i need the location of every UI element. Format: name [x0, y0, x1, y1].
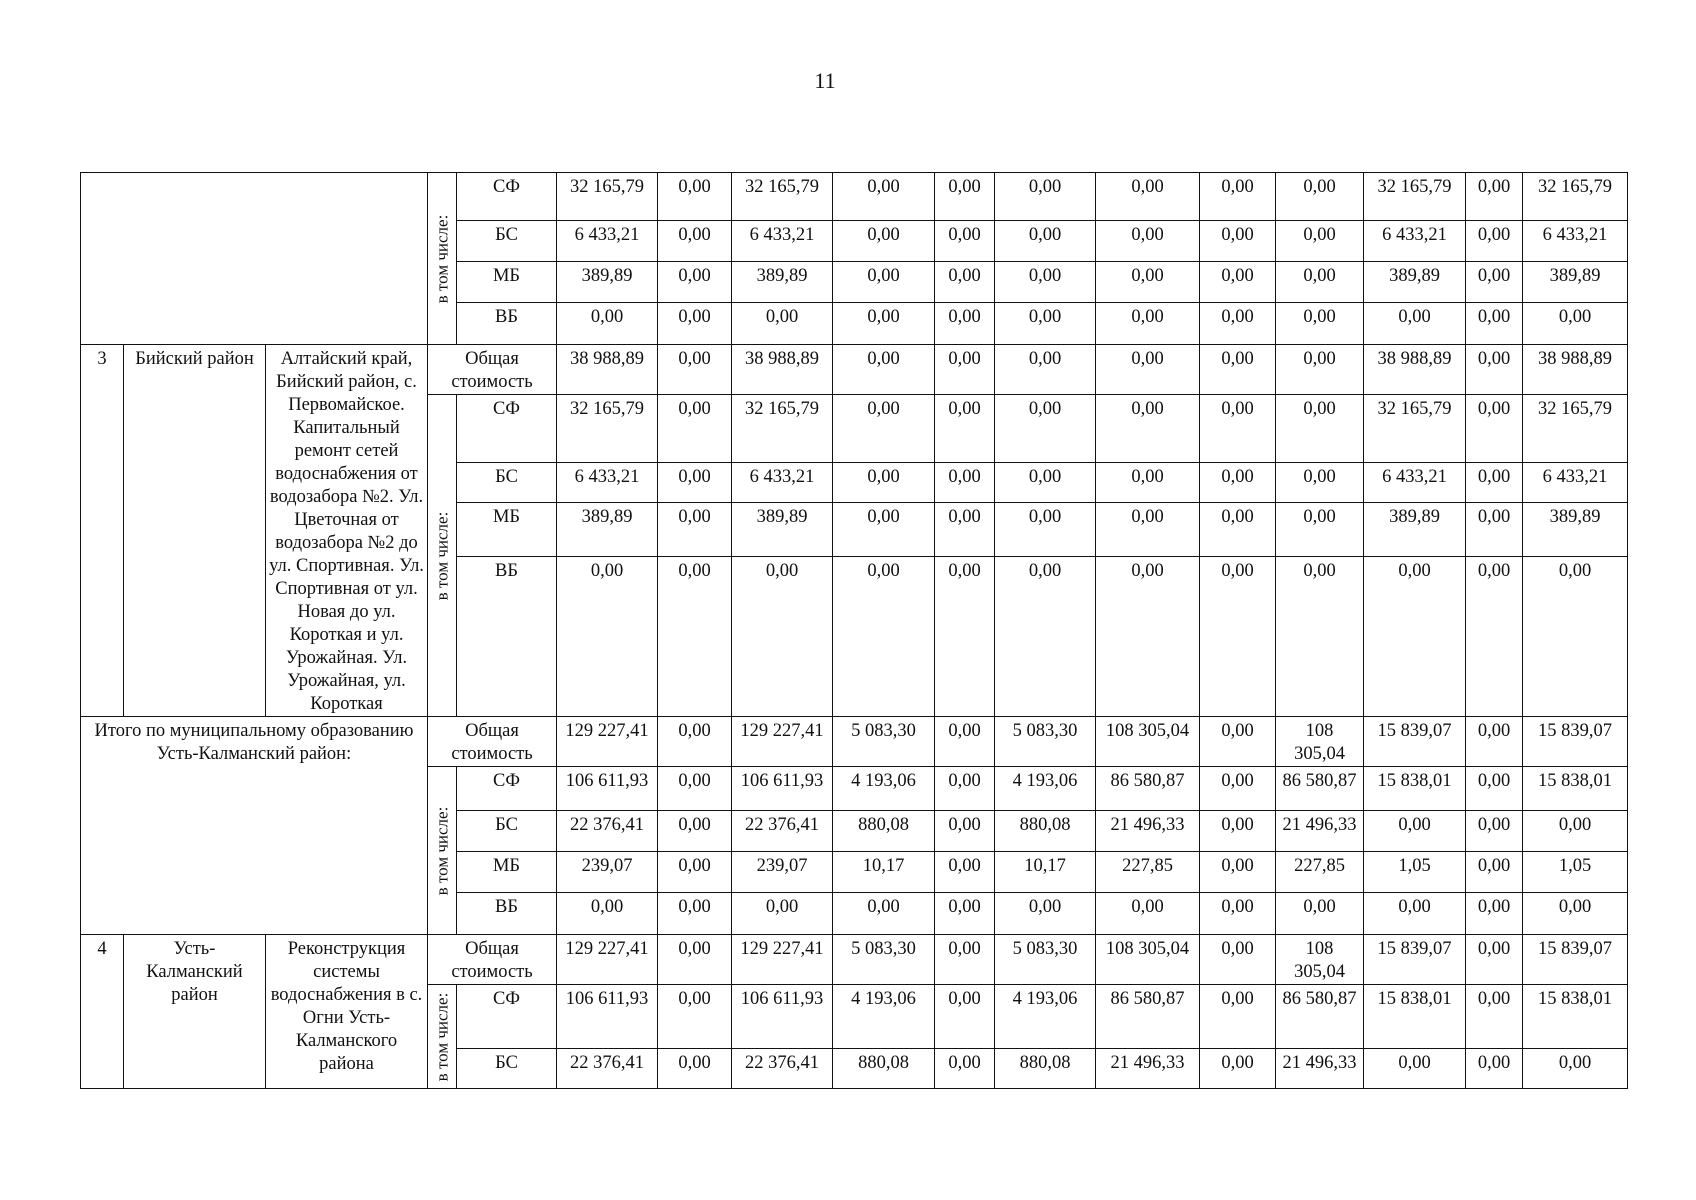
value-cell: 15 838,01	[1523, 767, 1628, 811]
total-cost-label: Общая стоимость	[428, 717, 557, 767]
value-cell: 227,85	[1276, 852, 1364, 893]
value-cell: 0,00	[995, 303, 1096, 345]
value-cell: 1,05	[1364, 852, 1466, 893]
value-cell: 22 376,41	[732, 811, 833, 852]
value-cell: 0,00	[833, 557, 935, 717]
value-cell: 0,00	[1276, 345, 1364, 395]
value-cell: 389,89	[1364, 503, 1466, 557]
value-cell: 108 305,04	[1096, 717, 1200, 767]
incl-vertical-label	[428, 173, 457, 345]
value-cell: 21 496,33	[1276, 1049, 1364, 1089]
value-cell: 0,00	[1200, 557, 1276, 717]
value-cell: 129 227,41	[557, 717, 658, 767]
value-cell: 0,00	[833, 503, 935, 557]
value-cell: 22 376,41	[557, 1049, 658, 1089]
value-cell: 4 193,06	[995, 767, 1096, 811]
source-label: МБ	[457, 852, 557, 893]
value-cell: 0,00	[1200, 985, 1276, 1049]
value-cell: 0,00	[1276, 221, 1364, 262]
value-cell: 0,00	[1466, 262, 1523, 303]
value-cell: 0,00	[935, 395, 995, 463]
value-cell: 0,00	[1096, 463, 1200, 503]
value-cell: 0,00	[1466, 221, 1523, 262]
value-cell: 389,89	[1364, 262, 1466, 303]
value-cell: 15 839,07	[1364, 717, 1466, 767]
value-cell: 0,00	[1096, 262, 1200, 303]
value-cell: 0,00	[1523, 1049, 1628, 1089]
value-cell: 0,00	[1276, 395, 1364, 463]
value-cell: 0,00	[935, 852, 995, 893]
table-body	[81, 173, 1628, 1089]
value-cell: 21 496,33	[1276, 811, 1364, 852]
item3-total-row	[81, 345, 1628, 395]
value-cell: 0,00	[1466, 985, 1523, 1049]
value-cell: 32 165,79	[1523, 173, 1628, 221]
value-cell: 880,08	[833, 811, 935, 852]
value-cell: 0,00	[995, 503, 1096, 557]
item-number: 4	[81, 935, 124, 1089]
incl-label-text: в том числе:	[432, 214, 452, 303]
incl-vertical-label	[428, 767, 457, 935]
value-cell: 4 193,06	[995, 985, 1096, 1049]
value-cell: 0,00	[1276, 463, 1364, 503]
value-cell: 0,00	[833, 262, 935, 303]
value-cell: 106 611,93	[732, 767, 833, 811]
value-cell: 0,00	[658, 811, 732, 852]
value-cell: 0,00	[1523, 811, 1628, 852]
value-cell: 0,00	[1200, 767, 1276, 811]
value-cell: 0,00	[1364, 1049, 1466, 1089]
value-cell: 0,00	[1200, 503, 1276, 557]
value-cell: 4 193,06	[833, 985, 935, 1049]
value-cell: 0,00	[995, 345, 1096, 395]
source-label: БС	[457, 463, 557, 503]
value-cell: 0,00	[1466, 935, 1523, 985]
value-cell: 0,00	[1276, 303, 1364, 345]
value-cell: 38 988,89	[557, 345, 658, 395]
district-name: Усть-Калманский район	[124, 935, 266, 1089]
value-cell: 0,00	[1096, 221, 1200, 262]
value-cell: 32 165,79	[732, 173, 833, 221]
continuation-row-sf	[81, 173, 1628, 221]
value-cell: 0,00	[1096, 557, 1200, 717]
value-cell: 0,00	[658, 173, 732, 221]
value-cell: 0,00	[935, 767, 995, 811]
value-cell: 0,00	[658, 395, 732, 463]
value-cell: 0,00	[1466, 1049, 1523, 1089]
value-cell: 0,00	[1200, 173, 1276, 221]
value-cell: 0,00	[995, 395, 1096, 463]
value-cell: 106 611,93	[732, 985, 833, 1049]
value-cell: 0,00	[1200, 811, 1276, 852]
value-cell: 129 227,41	[557, 935, 658, 985]
value-cell: 389,89	[1523, 503, 1628, 557]
value-cell: 0,00	[1200, 345, 1276, 395]
value-cell: 15 839,07	[1523, 717, 1628, 767]
value-cell: 6 433,21	[732, 221, 833, 262]
item4-total-row	[81, 935, 1628, 985]
subtotal-label: Итого по муниципальному образованию Усть-Калманский район:	[81, 717, 428, 935]
value-cell: 0,00	[1364, 557, 1466, 717]
district-name: Бийский район	[124, 345, 266, 717]
value-cell: 0,00	[1200, 395, 1276, 463]
source-label: СФ	[457, 767, 557, 811]
value-cell: 0,00	[935, 463, 995, 503]
value-cell: 0,00	[1364, 893, 1466, 935]
page-number: 11	[814, 68, 836, 93]
value-cell: 0,00	[833, 173, 935, 221]
value-cell: 0,00	[1096, 893, 1200, 935]
value-cell: 0,00	[1466, 395, 1523, 463]
value-cell: 106 611,93	[557, 985, 658, 1049]
value-cell: 239,07	[557, 852, 658, 893]
value-cell: 239,07	[732, 852, 833, 893]
value-cell: 0,00	[935, 345, 995, 395]
value-cell: 389,89	[557, 262, 658, 303]
value-cell: 10,17	[833, 852, 935, 893]
value-cell: 0,00	[1466, 173, 1523, 221]
value-cell: 0,00	[995, 173, 1096, 221]
value-cell: 0,00	[1096, 503, 1200, 557]
value-cell: 0,00	[1364, 811, 1466, 852]
value-cell: 0,00	[935, 893, 995, 935]
value-cell: 0,00	[1276, 557, 1364, 717]
value-cell: 5 083,30	[995, 935, 1096, 985]
value-cell: 0,00	[1096, 173, 1200, 221]
incl-label-text: в том числе:	[432, 511, 452, 600]
total-cost-label: Общая стоимость	[428, 345, 557, 395]
value-cell: 6 433,21	[732, 463, 833, 503]
value-cell: 32 165,79	[732, 395, 833, 463]
value-cell: 0,00	[833, 345, 935, 395]
value-cell: 0,00	[1466, 893, 1523, 935]
value-cell: 108 305,04	[1096, 935, 1200, 985]
value-cell: 0,00	[1200, 1049, 1276, 1089]
incl-label-text: в том числе:	[432, 806, 452, 895]
value-cell: 0,00	[935, 985, 995, 1049]
value-cell: 0,00	[833, 395, 935, 463]
value-cell: 0,00	[1364, 303, 1466, 345]
value-cell: 0,00	[658, 262, 732, 303]
value-cell: 0,00	[1466, 767, 1523, 811]
value-cell: 86 580,87	[1096, 767, 1200, 811]
value-cell: 10,17	[995, 852, 1096, 893]
source-label: ВБ	[457, 557, 557, 717]
value-cell: 0,00	[1096, 303, 1200, 345]
value-cell: 0,00	[658, 503, 732, 557]
value-cell: 0,00	[732, 557, 833, 717]
value-cell: 0,00	[1200, 852, 1276, 893]
value-cell: 32 165,79	[1364, 395, 1466, 463]
value-cell: 0,00	[658, 717, 732, 767]
value-cell: 0,00	[833, 221, 935, 262]
value-cell: 389,89	[557, 503, 658, 557]
value-cell: 0,00	[1466, 557, 1523, 717]
value-cell: 5 083,30	[833, 935, 935, 985]
value-cell: 0,00	[658, 221, 732, 262]
value-cell: 0,00	[935, 717, 995, 767]
value-cell: 0,00	[1276, 893, 1364, 935]
value-cell: 880,08	[995, 811, 1096, 852]
value-cell: 0,00	[658, 767, 732, 811]
value-cell: 389,89	[732, 262, 833, 303]
value-cell: 38 988,89	[1364, 345, 1466, 395]
value-cell: 0,00	[935, 503, 995, 557]
value-cell: 32 165,79	[1523, 395, 1628, 463]
value-cell: 0,00	[1523, 893, 1628, 935]
value-cell: 0,00	[658, 935, 732, 985]
value-cell: 0,00	[658, 557, 732, 717]
continuation-blank-cell	[81, 173, 428, 345]
value-cell: 0,00	[658, 1049, 732, 1089]
value-cell: 0,00	[557, 557, 658, 717]
value-cell: 5 083,30	[995, 717, 1096, 767]
value-cell: 21 496,33	[1096, 811, 1200, 852]
value-cell: 0,00	[732, 893, 833, 935]
value-cell: 6 433,21	[1523, 221, 1628, 262]
value-cell: 0,00	[995, 262, 1096, 303]
value-cell: 0,00	[935, 811, 995, 852]
value-cell: 0,00	[1200, 303, 1276, 345]
value-cell: 0,00	[1200, 262, 1276, 303]
total-cost-label: Общая стоимость	[428, 935, 557, 985]
value-cell: 38 988,89	[732, 345, 833, 395]
value-cell: 389,89	[1523, 262, 1628, 303]
value-cell: 880,08	[995, 1049, 1096, 1089]
value-cell: 0,00	[935, 173, 995, 221]
value-cell: 0,00	[995, 893, 1096, 935]
value-cell: 0,00	[557, 303, 658, 345]
value-cell: 0,00	[658, 463, 732, 503]
value-cell: 0,00	[658, 985, 732, 1049]
incl-vertical-label	[428, 985, 457, 1089]
item-number: 3	[81, 345, 124, 717]
value-cell: 4 193,06	[833, 767, 935, 811]
value-cell: 5 083,30	[833, 717, 935, 767]
source-label: МБ	[457, 262, 557, 303]
value-cell: 32 165,79	[1364, 173, 1466, 221]
value-cell: 227,85	[1096, 852, 1200, 893]
value-cell: 86 580,87	[1276, 985, 1364, 1049]
value-cell: 38 988,89	[1523, 345, 1628, 395]
value-cell: 6 433,21	[1364, 463, 1466, 503]
value-cell: 0,00	[1466, 503, 1523, 557]
value-cell: 129 227,41	[732, 935, 833, 985]
value-cell: 0,00	[557, 893, 658, 935]
source-label: МБ	[457, 503, 557, 557]
value-cell: 15 838,01	[1523, 985, 1628, 1049]
value-cell: 0,00	[935, 935, 995, 985]
value-cell: 0,00	[658, 852, 732, 893]
value-cell: 6 433,21	[557, 221, 658, 262]
value-cell: 86 580,87	[1096, 985, 1200, 1049]
incl-vertical-label	[428, 395, 457, 717]
source-label: СФ	[457, 985, 557, 1049]
value-cell: 0,00	[833, 303, 935, 345]
source-label: БС	[457, 221, 557, 262]
value-cell: 0,00	[935, 557, 995, 717]
incl-label-text: в том числе:	[432, 992, 452, 1081]
value-cell: 0,00	[658, 893, 732, 935]
value-cell: 0,00	[1276, 503, 1364, 557]
value-cell: 0,00	[1200, 221, 1276, 262]
source-label: СФ	[457, 173, 557, 221]
value-cell: 22 376,41	[557, 811, 658, 852]
value-cell: 15 838,01	[1364, 985, 1466, 1049]
value-cell: 0,00	[935, 262, 995, 303]
value-cell: 0,00	[1466, 811, 1523, 852]
value-cell: 0,00	[935, 303, 995, 345]
value-cell: 22 376,41	[732, 1049, 833, 1089]
value-cell: 86 580,87	[1276, 767, 1364, 811]
value-cell: 15 838,01	[1364, 767, 1466, 811]
value-cell: 0,00	[732, 303, 833, 345]
value-cell: 0,00	[995, 557, 1096, 717]
value-cell: 0,00	[1200, 463, 1276, 503]
value-cell: 6 433,21	[1523, 463, 1628, 503]
value-cell: 0,00	[1523, 557, 1628, 717]
value-cell: 0,00	[1200, 717, 1276, 767]
value-cell: 0,00	[1200, 893, 1276, 935]
source-label: БС	[457, 811, 557, 852]
value-cell: 32 165,79	[557, 395, 658, 463]
value-cell: 0,00	[1466, 463, 1523, 503]
value-cell: 0,00	[1276, 173, 1364, 221]
source-label: ВБ	[457, 303, 557, 345]
budget-table	[80, 172, 1628, 1089]
value-cell: 389,89	[732, 503, 833, 557]
value-cell: 0,00	[658, 345, 732, 395]
subtotal-total-row	[81, 717, 1628, 767]
value-cell: 0,00	[995, 221, 1096, 262]
value-cell: 15 839,07	[1364, 935, 1466, 985]
value-cell: 0,00	[1466, 852, 1523, 893]
value-cell: 108 305,04	[1276, 717, 1364, 767]
value-cell: 0,00	[1276, 262, 1364, 303]
value-cell: 0,00	[1200, 935, 1276, 985]
source-label: БС	[457, 1049, 557, 1089]
value-cell: 0,00	[658, 303, 732, 345]
value-cell: 0,00	[935, 221, 995, 262]
object-description: Алтайский край, Бийский район, с. Первомайское. Капитальный ремонт сетей водоснабжения от водозабора №2. Ул. Цветочная от водозабора №2 до ул. Спортивная. Ул. Спортивная от ул. Новая до ул. Короткая и ул. Урожайная. Ул. Урожайная, ул. Короткая	[266, 345, 428, 717]
value-cell: 0,00	[1466, 345, 1523, 395]
value-cell: 0,00	[1523, 303, 1628, 345]
value-cell: 6 433,21	[1364, 221, 1466, 262]
value-cell: 21 496,33	[1096, 1049, 1200, 1089]
source-label: ВБ	[457, 893, 557, 935]
value-cell: 6 433,21	[557, 463, 658, 503]
value-cell: 0,00	[1466, 717, 1523, 767]
value-cell: 1,05	[1523, 852, 1628, 893]
value-cell: 0,00	[1096, 395, 1200, 463]
value-cell: 15 839,07	[1523, 935, 1628, 985]
value-cell: 106 611,93	[557, 767, 658, 811]
value-cell: 0,00	[1096, 345, 1200, 395]
value-cell: 0,00	[935, 1049, 995, 1089]
value-cell: 0,00	[1466, 303, 1523, 345]
source-label: СФ	[457, 395, 557, 463]
value-cell: 880,08	[833, 1049, 935, 1089]
value-cell: 32 165,79	[557, 173, 658, 221]
object-description: Реконструкция системы водоснабжения в с. Огни Усть-Калманского района	[266, 935, 428, 1089]
value-cell: 0,00	[995, 463, 1096, 503]
value-cell: 108 305,04	[1276, 935, 1364, 985]
value-cell: 0,00	[833, 893, 935, 935]
value-cell: 0,00	[833, 463, 935, 503]
value-cell: 129 227,41	[732, 717, 833, 767]
